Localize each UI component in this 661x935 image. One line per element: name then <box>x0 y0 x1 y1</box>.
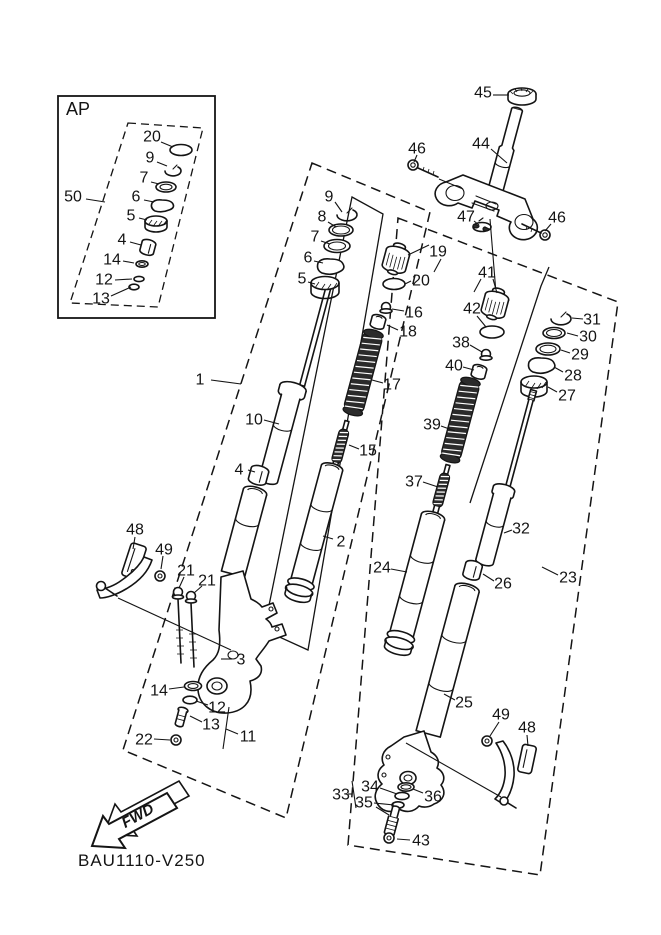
callout-49: 49 <box>155 541 173 559</box>
part-washer-12-left <box>183 696 197 704</box>
part-oring-36 <box>398 783 414 791</box>
part-stay-bracket-right <box>495 741 516 808</box>
part-gasket-6 <box>318 259 344 274</box>
callout-48: 48 <box>518 719 536 737</box>
callout-23: 23 <box>559 569 577 587</box>
callout-3: 3 <box>236 651 246 669</box>
part-oil-seal-29 <box>536 343 560 355</box>
leader-line-19 <box>434 259 441 272</box>
part-cap-40 <box>470 363 487 380</box>
part-inner-tube-24 <box>382 508 448 657</box>
leader-line-37 <box>423 482 438 487</box>
fwd-label: FWD <box>118 800 157 832</box>
callout-14: 14 <box>150 682 168 700</box>
callout-40: 40 <box>445 357 463 375</box>
stay-mount-line-left <box>118 598 231 650</box>
callout-27: 27 <box>558 387 576 405</box>
fwd-direction-arrow <box>92 781 189 848</box>
leader-line-43 <box>397 839 410 840</box>
part-oring-42 <box>480 326 504 338</box>
install-line-cap-41 <box>490 219 496 293</box>
leader-line-26 <box>483 574 494 581</box>
leader-line-19 <box>408 245 429 255</box>
part-cap-bolt-19 <box>380 240 411 277</box>
leader-line-29 <box>561 350 570 353</box>
ap-part-washer-12 <box>134 276 144 281</box>
callout-7: 7 <box>310 228 320 246</box>
drawing-code: BAU1110-V250 <box>78 851 206 870</box>
bearing-nut-47 <box>473 218 491 232</box>
leader-line-16 <box>392 309 404 311</box>
ap-detail-box <box>58 96 215 318</box>
callout-13: 13 <box>202 716 220 734</box>
leader-line-17 <box>372 380 383 383</box>
part-oil-seal-7 <box>324 240 350 253</box>
callout-47: 47 <box>457 208 475 226</box>
part-oring-14-left <box>185 682 202 691</box>
leader-line-13 <box>190 716 202 722</box>
leader-line-24 <box>391 569 407 572</box>
callout-38: 38 <box>452 334 470 352</box>
callout-45: 45 <box>474 84 492 102</box>
callout-34: 34 <box>361 778 379 796</box>
leader-line-11 <box>226 729 238 734</box>
callout-5: 5 <box>126 207 136 225</box>
callout-6: 6 <box>131 188 141 206</box>
callout-19: 19 <box>429 243 447 261</box>
leader-line-15 <box>349 445 359 449</box>
ap-part-oring-14 <box>136 261 148 267</box>
part-cap-18 <box>369 313 386 330</box>
callout-13: 13 <box>92 290 110 308</box>
leader-line-27 <box>548 387 557 392</box>
callout-29: 29 <box>571 346 589 364</box>
callout-46: 46 <box>408 140 426 158</box>
callout-4: 4 <box>234 461 244 479</box>
leader-line-14 <box>169 687 184 689</box>
callout-37: 37 <box>405 473 423 491</box>
leader-line-42 <box>477 316 486 327</box>
callout-20: 20 <box>412 272 430 290</box>
part-damper-assembly-32 <box>473 390 537 568</box>
leader-line-23 <box>542 567 558 575</box>
part-nut-43 <box>384 833 394 843</box>
callout-25: 25 <box>455 694 473 712</box>
callout-22: 22 <box>135 731 153 749</box>
ap-part-washer-20 <box>170 145 192 156</box>
callout-12: 12 <box>95 271 113 289</box>
callout-9: 9 <box>145 149 155 167</box>
leader-line-49 <box>490 722 499 736</box>
part-inner-tube-2 <box>283 460 347 605</box>
callout-21: 21 <box>177 562 195 580</box>
part-nut-38 <box>480 350 492 361</box>
leader-line-20 <box>405 281 411 284</box>
part-flange-bolt-21-b <box>186 592 198 668</box>
callout-50: 50 <box>64 188 82 206</box>
part-nut-16 <box>380 303 392 314</box>
part-drain-bolt-13-left <box>174 706 189 727</box>
callout-8: 8 <box>317 208 327 226</box>
callout-33: 33 <box>332 786 350 804</box>
part-nut-22 <box>171 735 181 745</box>
callout-10: 10 <box>245 411 263 429</box>
ap-label: AP <box>66 99 91 119</box>
part-damper-rod-10 <box>254 287 330 487</box>
ap-part-gasket-6 <box>151 200 173 212</box>
part-clip-31 <box>551 312 571 325</box>
callout-14: 14 <box>103 251 121 269</box>
callout-39: 39 <box>423 416 441 434</box>
callout-31: 31 <box>583 311 601 329</box>
part-oring-20 <box>383 279 405 290</box>
steering-stem-44 <box>435 106 537 240</box>
steering-bearing-cover-45 <box>508 88 536 105</box>
callout-36: 36 <box>424 788 442 806</box>
callout-28: 28 <box>564 367 582 385</box>
callout-12: 12 <box>208 699 226 717</box>
leader-line-32 <box>504 530 512 533</box>
callout-1: 1 <box>195 371 205 389</box>
part-reflector-48-right <box>517 744 537 774</box>
callout-20: 20 <box>143 128 161 146</box>
leader-line-38 <box>470 345 482 352</box>
part-rebound-rod-37 <box>430 464 453 517</box>
part-ring-30 <box>543 328 565 339</box>
part-nut-49-right <box>482 736 492 746</box>
callout-21: 21 <box>198 572 216 590</box>
callout-4: 4 <box>117 231 127 249</box>
part-gasket-28 <box>529 358 555 373</box>
callout-18: 18 <box>399 323 417 341</box>
leader-line-28 <box>554 367 563 372</box>
leader-line-9 <box>335 202 342 212</box>
callout-2: 2 <box>336 533 346 551</box>
callout-5: 5 <box>297 270 307 288</box>
callout-48: 48 <box>126 521 144 539</box>
callout-9: 9 <box>324 188 334 206</box>
ap-part-collar-4 <box>139 238 157 256</box>
part-ring-8 <box>329 224 353 236</box>
callout-6: 6 <box>303 249 313 267</box>
callout-49: 49 <box>492 706 510 724</box>
callout-42: 42 <box>463 300 481 318</box>
callout-15: 15 <box>359 442 377 460</box>
part-cap-bolt-41 <box>479 285 510 322</box>
callout-26: 26 <box>494 575 512 593</box>
callout-35: 35 <box>355 794 373 812</box>
callout-32: 32 <box>512 520 530 538</box>
leader-line-1 <box>211 380 241 384</box>
part-fork-spring-17 <box>342 327 384 417</box>
callout-44: 44 <box>472 135 490 153</box>
part-nut-49-left <box>155 571 165 581</box>
callout-24: 24 <box>373 559 391 577</box>
part-fork-spring-39 <box>439 375 481 464</box>
callout-11: 11 <box>239 728 257 746</box>
part-outer-tube-left-3 <box>198 484 286 713</box>
leader-line-22 <box>154 739 170 740</box>
callout-30: 30 <box>579 328 597 346</box>
leader-line-30 <box>567 333 578 336</box>
callout-41: 41 <box>478 264 496 282</box>
leader-line-31 <box>572 318 583 319</box>
callout-46: 46 <box>548 209 566 227</box>
callout-43: 43 <box>412 832 430 850</box>
callout-17: 17 <box>383 376 401 394</box>
callout-7: 7 <box>139 169 149 187</box>
callout-16: 16 <box>405 304 423 322</box>
